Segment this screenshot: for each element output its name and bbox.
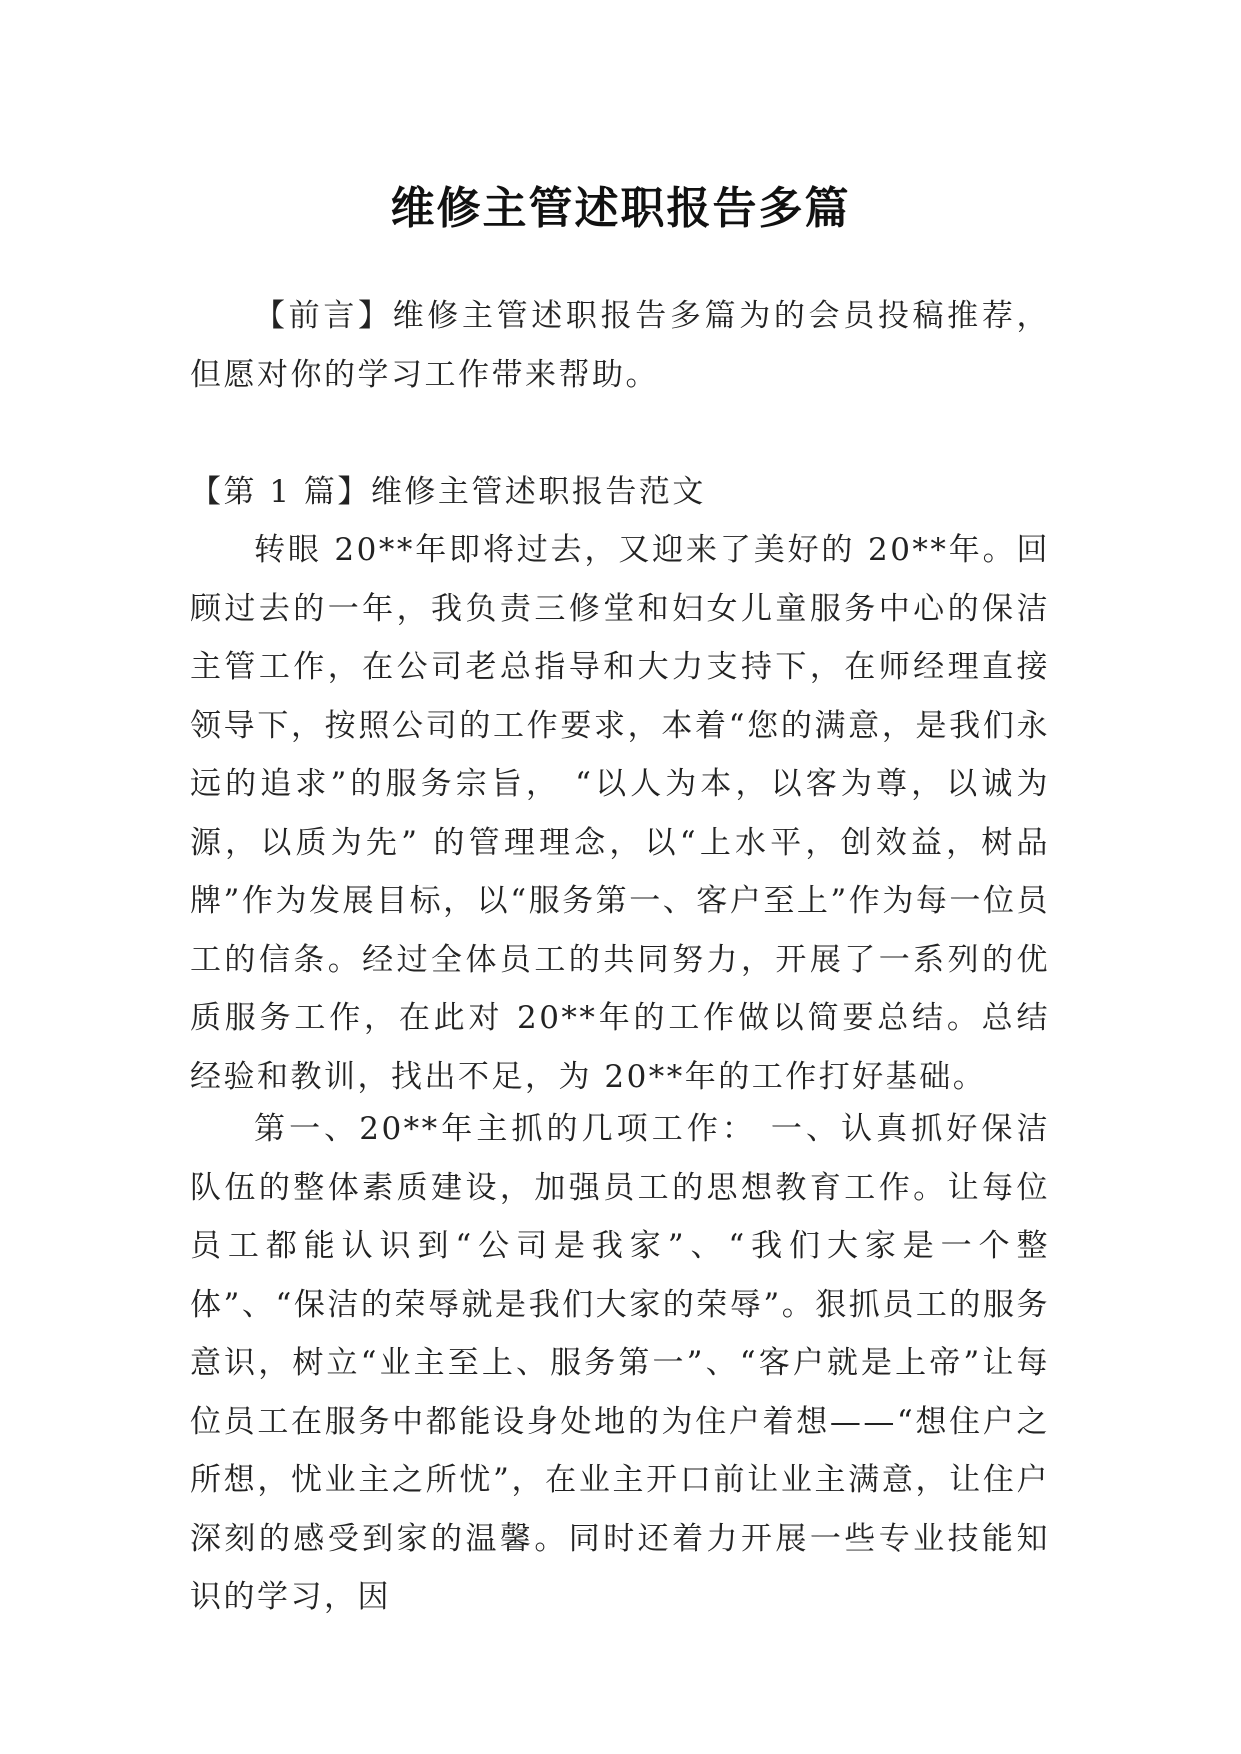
body-paragraph: 第一、20**年主抓的几项工作： 一、认真抓好保洁队伍的整体素质建设，加强员工的思想教育工作。让每位员工都能认识到“公司是我家”、“我们大家是一个整体”、“保洁的荣辱就是我们大家的荣辱”。狠抓员工的服务意识，树立“业主至上、服务第一”、“客户就是上帝”让每位员工在服务中都能设身处地的为住户着想——“想住户之所想，忧业主之所忧”，在业主开口前让业主满意，让住户深刻的感受到家的温馨。同时还着力开展一些专业技能知识的学习，因	[190, 1111, 1050, 1615]
section-heading: 【第 1 篇】维修主管述职报告范文	[190, 474, 706, 510]
document-title: 维修主管述职报告多篇	[390, 183, 851, 235]
body-paragraph: 转眼 20**年即将过去，又迎来了美好的 20**年。回顾过去的一年，我负责三修堂和妇女儿童服务中心的保洁主管工作，在公司老总指导和大力支持下，在师经理直接领导下，按照公司的工作要求，本着“您的满意，是我们永远的追求”的服务宗旨， “以人为本，以客为尊，以诚为源，以质为先” 的管理理念，以“上水平，创效益，树品牌”作为发展目标，以“服务第一、客户至上”作为每一位员工的信条。经过全体员工的共同努力，开展了一系列的优质服务工作，在此对 20**年的工作做以简要总结。总结经验和教训，找出不足，为 20**年的工作打好基础。	[190, 532, 1050, 1095]
foreword-paragraph: 【前言】维修主管述职报告多篇为的会员投稿推荐，但愿对你的学习工作带来帮助。	[190, 298, 1050, 393]
